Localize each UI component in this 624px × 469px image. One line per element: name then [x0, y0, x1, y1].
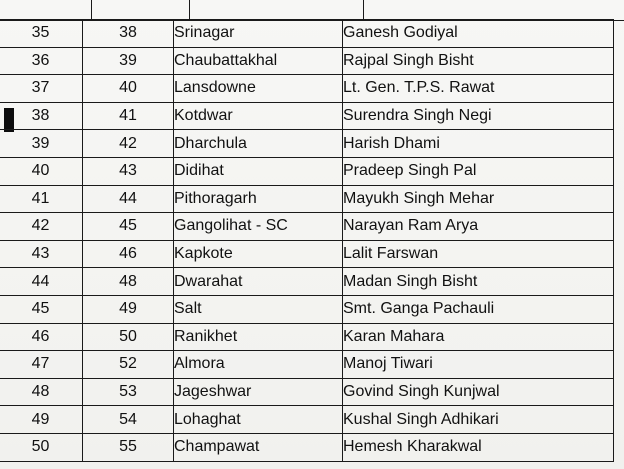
constituency-cell: Lohaghat [174, 406, 343, 434]
table-row [0, 268, 614, 296]
ac-number-cell: 55 [83, 433, 174, 461]
candidate-name-cell: Manoj Tiwari [343, 351, 614, 379]
ac-number-cell: 40 [83, 75, 174, 103]
ac-number-cell: 49 [83, 295, 174, 323]
table-row [0, 102, 614, 130]
candidate-name-cell: Hemesh Kharakwal [343, 433, 614, 461]
serial-number-cell: 40 [0, 157, 83, 185]
constituency-cell: Chaubattakhal [174, 47, 343, 75]
candidate-name-cell: Smt. Ganga Pachauli [343, 295, 614, 323]
table-row [0, 130, 614, 158]
serial-number-cell: 41 [0, 185, 83, 213]
table-row [0, 213, 614, 241]
candidate-name-cell: Pradeep Singh Pal [343, 157, 614, 185]
constituency-cell: Pithoragarh [174, 185, 343, 213]
table-row [0, 433, 614, 461]
ac-number-cell: 50 [83, 323, 174, 351]
serial-number-cell: 36 [0, 47, 83, 75]
ac-number-cell: 48 [83, 268, 174, 296]
constituency-cell: Srinagar [174, 20, 343, 48]
ac-number-cell: 44 [83, 185, 174, 213]
ac-number-cell: 53 [83, 378, 174, 406]
ac-number-cell: 41 [83, 102, 174, 130]
table-row [0, 47, 614, 75]
constituency-cell: Ranikhet [174, 323, 343, 351]
ac-number-cell: 38 [83, 20, 174, 48]
constituency-cell: Jageshwar [174, 378, 343, 406]
constituency-cell: Lansdowne [174, 75, 343, 103]
serial-number-cell: 47 [0, 351, 83, 379]
serial-number-cell: 42 [0, 213, 83, 241]
serial-number-cell: 43 [0, 240, 83, 268]
candidate-name-cell: Govind Singh Kunjwal [343, 378, 614, 406]
candidate-name-cell: Kushal Singh Adhikari [343, 406, 614, 434]
table-row [0, 351, 614, 379]
table-row [0, 185, 614, 213]
constituency-cell: Dharchula [174, 130, 343, 158]
table-row [0, 323, 614, 351]
table-row [0, 75, 614, 103]
candidate-name-cell: Madan Singh Bisht [343, 268, 614, 296]
ac-number-cell: 42 [83, 130, 174, 158]
serial-number-cell: 50 [0, 433, 83, 461]
table-row [0, 157, 614, 185]
candidate-name-cell: Lt. Gen. T.P.S. Rawat [343, 75, 614, 103]
ac-number-cell: 39 [83, 47, 174, 75]
candidate-name-cell: Karan Mahara [343, 323, 614, 351]
constituency-cell: Kotdwar [174, 102, 343, 130]
candidate-name-cell: Ganesh Godiyal [343, 20, 614, 48]
serial-number-cell: 44 [0, 268, 83, 296]
constituency-cell: Gangolihat - SC [174, 213, 343, 241]
table-top-fragment [0, 0, 624, 21]
ac-number-cell: 54 [83, 406, 174, 434]
constituency-cell: Kapkote [174, 240, 343, 268]
constituency-cell: Dwarahat [174, 268, 343, 296]
serial-number-cell: 49 [0, 406, 83, 434]
constituency-cell: Didihat [174, 157, 343, 185]
ac-number-cell: 45 [83, 213, 174, 241]
candidates-table [0, 19, 614, 462]
candidate-name-cell: Mayukh Singh Mehar [343, 185, 614, 213]
ac-number-cell: 43 [83, 157, 174, 185]
ac-number-cell: 52 [83, 351, 174, 379]
candidate-name-cell: Harish Dhami [343, 130, 614, 158]
candidate-name-cell: Lalit Farswan [343, 240, 614, 268]
constituency-cell: Champawat [174, 433, 343, 461]
serial-number-cell: 48 [0, 378, 83, 406]
serial-number-cell: 39 [0, 130, 83, 158]
table-row [0, 378, 614, 406]
serial-number-cell: 38 [0, 102, 83, 130]
candidate-name-cell: Rajpal Singh Bisht [343, 47, 614, 75]
serial-number-cell: 45 [0, 295, 83, 323]
table-row [0, 295, 614, 323]
table-row [0, 20, 614, 48]
candidate-name-cell: Surendra Singh Negi [343, 102, 614, 130]
candidate-name-cell: Narayan Ram Arya [343, 213, 614, 241]
serial-number-cell: 37 [0, 75, 83, 103]
table-row [0, 240, 614, 268]
table-row [0, 406, 614, 434]
constituency-cell: Almora [174, 351, 343, 379]
serial-number-cell: 35 [0, 20, 83, 48]
ac-number-cell: 46 [83, 240, 174, 268]
constituency-cell: Salt [174, 295, 343, 323]
serial-number-cell: 46 [0, 323, 83, 351]
